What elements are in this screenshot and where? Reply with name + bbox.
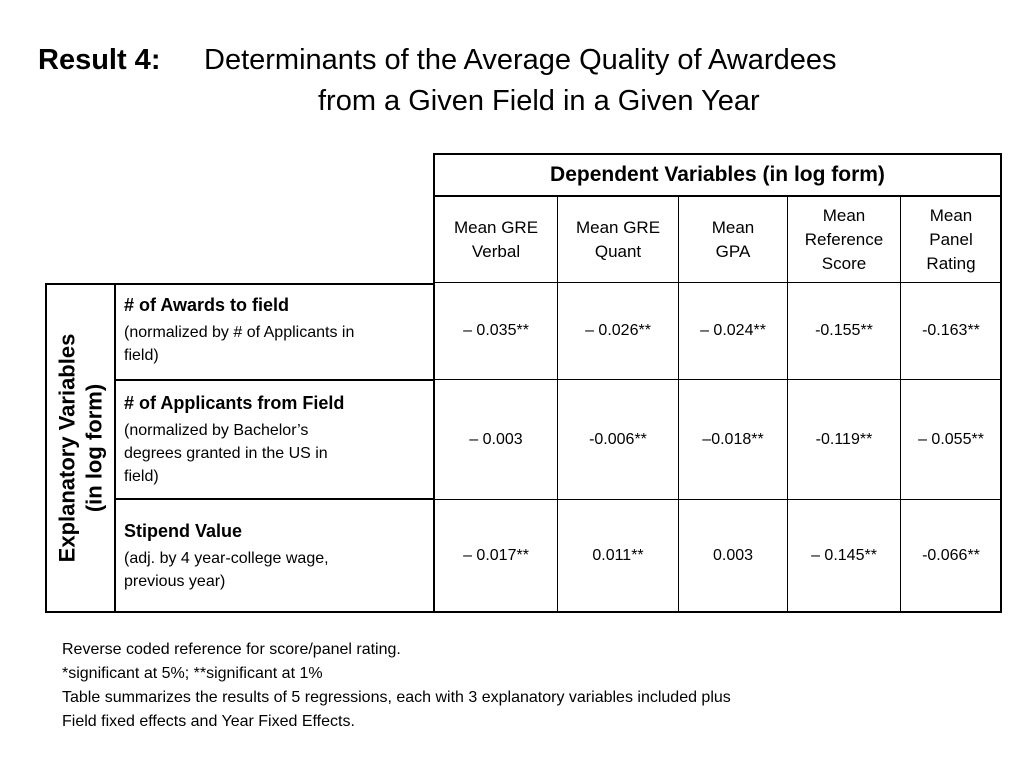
column-header-reference-score: Mean Reference Score: [804, 206, 884, 273]
table-cell: – 0.035**: [463, 322, 529, 339]
row-label-awards: # of Awards to field (normalized by # of Applicants in field): [124, 295, 355, 364]
footnote: Table summarizes the results of 5 regressions, each with 3 explanatory variables included plus: [62, 689, 731, 706]
table-cell: -0.006**: [589, 430, 647, 448]
title-label: Result 4:: [38, 44, 161, 76]
table-cell: -0.119**: [815, 430, 873, 448]
row-divider: [114, 498, 435, 500]
table-cell: -0.066**: [922, 547, 980, 564]
table-cell: – 0.003: [469, 430, 523, 448]
column-header-gre-verbal: Mean GRE Verbal: [453, 218, 539, 261]
table-cell: – 0.026**: [585, 322, 651, 339]
column-header-gpa: Mean GPA: [711, 218, 755, 261]
footnote: Reverse coded reference for score/panel rating.: [62, 641, 401, 658]
footnotes: [62, 638, 731, 734]
row-label-applicants: # of Applicants from Field (normalized by Bachelor’s degrees granted in the US in field): [124, 393, 345, 485]
table-cell: – 0.055**: [918, 430, 984, 448]
column-header-panel-rating: Mean Panel Rating: [926, 206, 976, 273]
table-cell: –0.018**: [702, 430, 764, 448]
footnote: *significant at 5%; **significant at 1%: [62, 665, 323, 682]
table-cell: 0.011**: [592, 547, 644, 564]
table-cell: – 0.024**: [700, 322, 766, 339]
page-title-line2: from a Given Field in a Given Year: [318, 85, 760, 117]
dependent-variables-header: Dependent Variables (in log form): [433, 153, 1002, 197]
explanatory-variables-label: Explanatory Variables (in log form): [54, 333, 107, 563]
table-cell: 0.003: [712, 547, 754, 564]
page-title: Determinants of the Average Quality of Awardees: [204, 44, 837, 76]
row-divider: [114, 379, 435, 381]
footnote: Field fixed effects and Year Fixed Effects.: [62, 713, 355, 730]
table-cell: -0.155**: [815, 322, 873, 339]
column-header-gre-quant: Mean GRE Quant: [575, 218, 661, 261]
table-cell: – 0.145**: [811, 547, 877, 564]
table-cell: -0.163**: [922, 322, 980, 339]
table-cell: – 0.017**: [463, 547, 529, 564]
row-label-stipend: Stipend Value (adj. by 4 year-college wage, previous year): [124, 521, 329, 590]
